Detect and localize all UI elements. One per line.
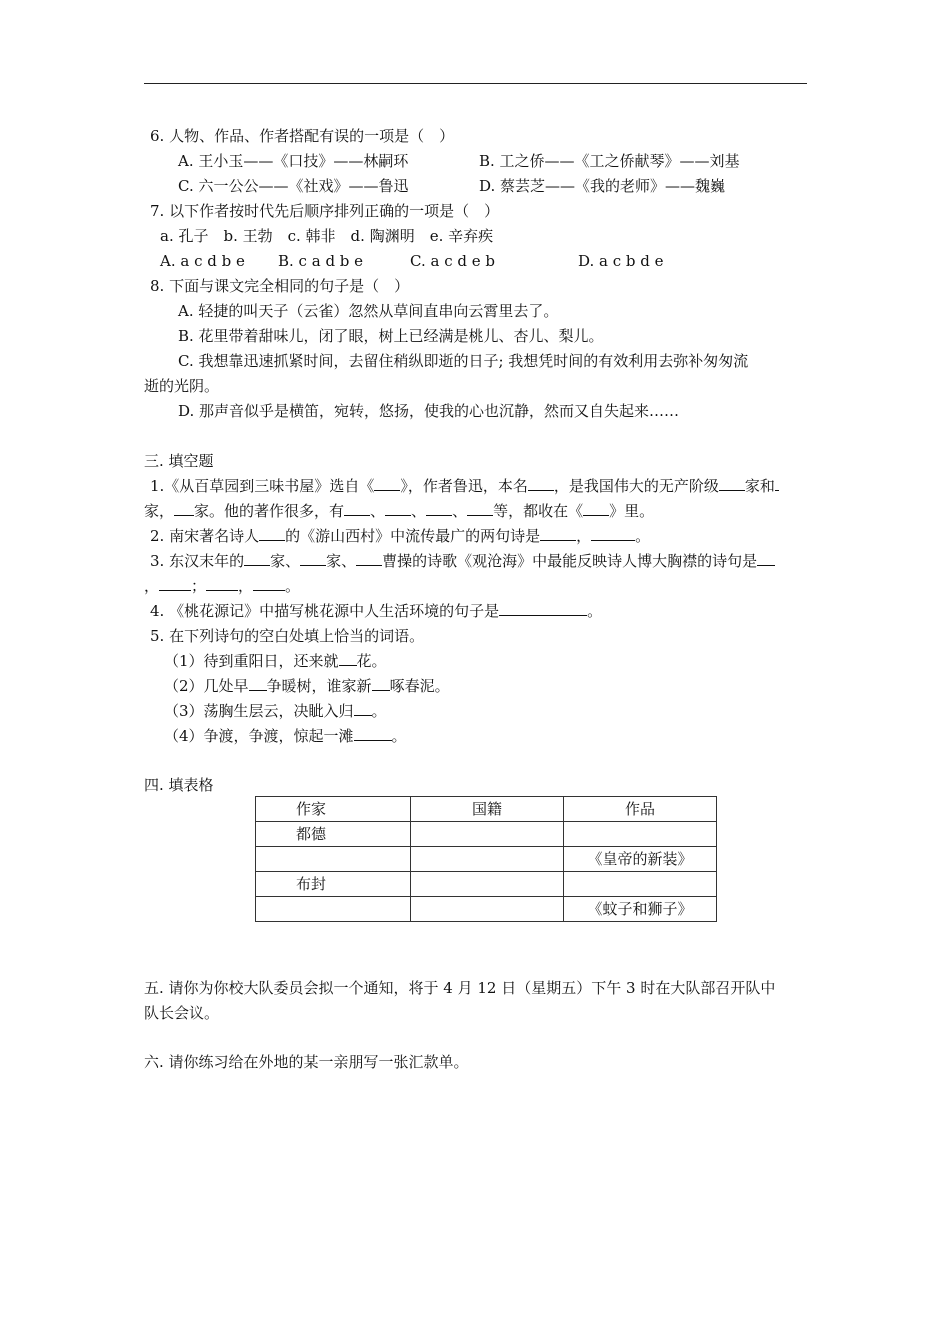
answer-blank[interactable]: [385, 501, 411, 516]
answer-blank[interactable]: [583, 501, 609, 516]
q8-option-d: D. 那声音似乎是横笛，宛转，悠扬，使我的心也沉静，然而又自失起来……: [178, 402, 680, 420]
answer-blank[interactable]: [591, 526, 635, 541]
table-header-row: [256, 797, 717, 822]
fill-3-line1: 3. 东汉末年的 家、 家、 曹操的诗歌《观沧海》中最能反映诗人博大胸襟的诗句是: [150, 551, 775, 571]
fill-2: 2. 南宋著名诗人 的《游山西村》中流传最广的两句诗是 ， 。: [150, 527, 651, 545]
q7-option-d: D. a c b d e: [578, 252, 664, 270]
q8-option-b: B. 花里带着甜味儿，闭了眼，树上已经满是桃儿、杏儿、梨儿。: [178, 327, 604, 345]
table-cell[interactable]: 布封: [256, 872, 411, 897]
answer-blank[interactable]: [159, 576, 191, 591]
answer-blank[interactable]: [300, 551, 326, 566]
section-6-line1: 六. 请你练习给在外地的某一亲朋写一张汇款单。: [144, 1053, 469, 1071]
fill-5-stem: 5. 在下列诗句的空白处填上恰当的词语。: [150, 627, 425, 645]
answer-blank[interactable]: [467, 501, 493, 516]
q6-option-a: A. 王小玉——《口技》——林嗣环: [178, 152, 409, 170]
answer-blank[interactable]: [757, 551, 775, 566]
q6-stem: 6. 人物、作品、作者搭配有误的一项是（ ）: [150, 127, 455, 145]
answer-blank[interactable]: [374, 476, 400, 491]
answer-blank[interactable]: [206, 576, 238, 591]
table-cell[interactable]: [411, 897, 564, 922]
table-cell[interactable]: [411, 872, 564, 897]
table-cell[interactable]: [256, 847, 411, 872]
table-header-cell: 作品: [564, 797, 717, 822]
section-5-line2: 队长会议。: [144, 1004, 220, 1022]
table-header-cell: 作家: [256, 797, 411, 822]
table-cell[interactable]: [411, 847, 564, 872]
fill-1-line2: 家， 家。他的著作很多，有 、 、 、 等，都收在《 》里。: [144, 502, 655, 520]
answer-blank[interactable]: [540, 526, 576, 541]
table-cell[interactable]: [256, 897, 411, 922]
q8-option-c-line1: C. 我想靠迅速抓紧时间，去留住稍纵即逝的日子; 我想凭时间的有效利用去弥补匆匆流: [178, 352, 749, 370]
fill-5-poem-2: （2）几处早 争暖树，谁家新 啄春泥。: [164, 677, 450, 695]
section-5-line1: 五. 请你为你校大队委员会拟一个通知，将于 4 月 12 日（星期五）下午 3 时在大队部召开队中: [144, 979, 776, 997]
fill-5-poem-3: （3）荡胸生层云，决眦入归 。: [164, 702, 387, 720]
q6-option-b: B. 工之侨——《工之侨献琴》——刘基: [479, 152, 740, 170]
q8-option-a: A. 轻捷的叫天子（云雀）忽然从草间直串向云霄里去了。: [178, 302, 559, 320]
fill-3-line2: ， ； ， 。: [144, 577, 301, 595]
answer-blank[interactable]: [344, 501, 370, 516]
answer-blank[interactable]: [528, 476, 554, 491]
answer-blank[interactable]: [259, 526, 285, 541]
answer-blank[interactable]: [775, 476, 779, 491]
q8-stem: 8. 下面与课文完全相同的句子是（ ）: [150, 277, 410, 295]
q7-option-b: B. c a d b e: [278, 252, 364, 270]
q6-option-d: D. 蔡芸芝——《我的老师》——魏巍: [479, 177, 726, 195]
answer-blank[interactable]: [253, 576, 285, 591]
q8-option-c-line2: 逝的光阴。: [144, 377, 220, 395]
q7-items: a. 孔子 b. 王勃 c. 韩非 d. 陶渊明 e. 辛弃疾: [160, 227, 494, 245]
answer-blank[interactable]: [244, 551, 270, 566]
q7-option-a: A. a c d b e: [160, 252, 245, 270]
table-cell[interactable]: 都德: [256, 822, 411, 847]
fill-1-line1: 1.《从百草园到三味书屋》选自《 》，作者鲁迅，本名 ，是我国伟大的无产阶级 家和: [150, 476, 779, 496]
table-row: [256, 847, 717, 872]
answer-blank[interactable]: [249, 676, 267, 691]
q7-option-c: C. a c d e b: [410, 252, 495, 270]
answer-blank[interactable]: [372, 676, 390, 691]
author-table: [255, 796, 717, 922]
answer-blank[interactable]: [426, 501, 452, 516]
answer-blank[interactable]: [356, 551, 382, 566]
section-4-title: 四. 填表格: [144, 776, 214, 794]
q7-stem: 7. 以下作者按时代先后顺序排列正确的一项是（ ）: [150, 202, 500, 220]
table-cell[interactable]: [411, 822, 564, 847]
answer-blank[interactable]: [354, 726, 392, 741]
table-cell[interactable]: 《皇帝的新装》: [564, 847, 717, 872]
answer-blank[interactable]: [339, 651, 357, 666]
fill-4: 4. 《桃花源记》中描写桃花源中人生活环境的句子是 。: [150, 602, 603, 620]
fill-5-poem-4: （4）争渡，争渡，惊起一滩 。: [164, 727, 407, 745]
q6-option-c: C. 六一公公——《社戏》——鲁迅: [178, 177, 409, 195]
answer-blank[interactable]: [174, 501, 194, 516]
table-row: [256, 897, 717, 922]
fill-5-poem-1: （1）待到重阳日，还来就 花。: [164, 652, 387, 670]
table-cell[interactable]: 《蚊子和狮子》: [564, 897, 717, 922]
table-row: [256, 822, 717, 847]
answer-blank[interactable]: [354, 701, 372, 716]
table-row: [256, 872, 717, 897]
table-header-cell: 国籍: [411, 797, 564, 822]
answer-blank[interactable]: [499, 601, 587, 616]
table-cell[interactable]: [564, 872, 717, 897]
table-cell[interactable]: [564, 822, 717, 847]
header-rule: [144, 83, 807, 84]
section-3-title: 三. 填空题: [144, 452, 214, 470]
answer-blank[interactable]: [719, 476, 745, 491]
